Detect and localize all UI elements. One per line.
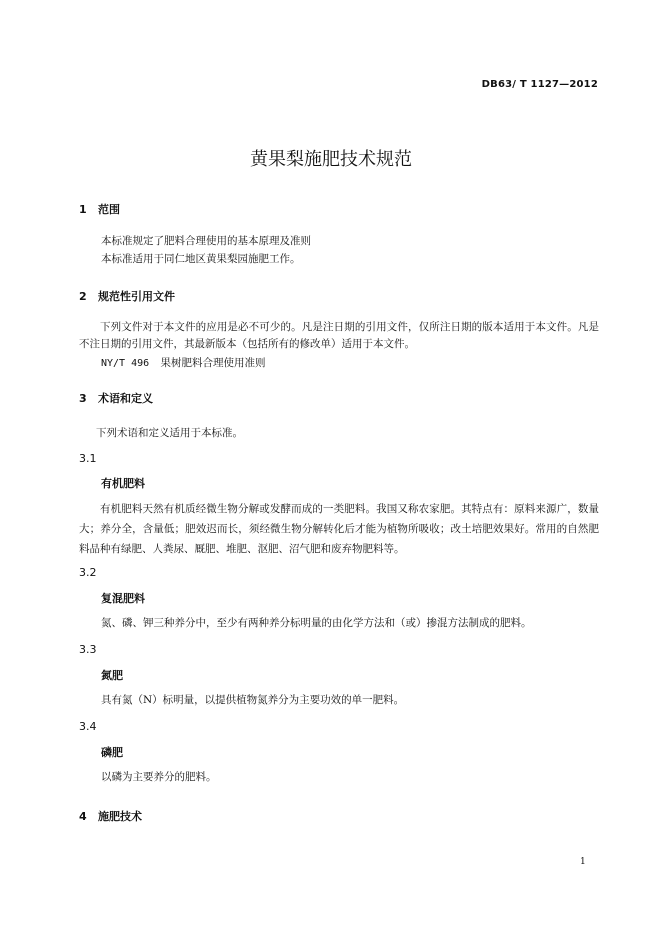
section-title: 术语和定义 (98, 392, 153, 405)
section-4-heading (79, 808, 142, 824)
term-definition: 具有氮（N）标明量，以提供植物氮养分为主要功效的单一肥料。 (101, 694, 405, 706)
reference-code: NY/T 496 (101, 358, 150, 369)
reference-entry (101, 356, 266, 371)
term-definition: 有机肥料天然有机质经微生物分解或发酵而成的一类肥料。我国又称农家肥。其特点有：原料来源广，数量大；养分全，含量低；肥效迟而长，须经微生物分解转化后才能为植物所吸收；改土培肥效果好。常用的自然肥料品种有绿肥、人粪尿、厩肥、堆肥、沤肥、沼气肥和废弃物肥料等。 (79, 503, 599, 555)
term-name: 有机肥料 (101, 477, 145, 490)
page-number: 1 (580, 857, 586, 867)
term-name: 磷肥 (101, 746, 123, 759)
section-title: 规范性引用文件 (98, 290, 175, 303)
reference-title: 果树肥料合理使用准则 (160, 357, 266, 369)
section-number: 1 (79, 203, 87, 216)
document-title: 黄果梨施肥技术规范 (250, 149, 412, 170)
term-name: 复混肥料 (101, 592, 145, 605)
standard-code: DB63/ T 1127—2012 (481, 79, 598, 90)
term-definition: 氮、磷、钾三种养分中，至少有两种养分标明量的由化学方法和（或）掺混方法制成的肥料。 (101, 617, 532, 629)
section-2-heading (79, 288, 175, 304)
section-number: 4 (79, 810, 87, 823)
term-number: 3.4 (79, 720, 97, 733)
section-3-heading (79, 390, 153, 406)
section-title: 范围 (98, 203, 120, 216)
scope-line-2: 本标准适用于同仁地区黄果梨园施肥工作。 (101, 253, 301, 265)
section-1-heading (79, 201, 120, 217)
term-number: 3.3 (79, 643, 97, 656)
scope-line-1: 本标准规定了肥料合理使用的基本原理及准则 (101, 235, 311, 247)
terms-intro: 下列术语和定义适用于本标准。 (96, 427, 243, 439)
term-number: 3.1 (79, 452, 97, 465)
term-number: 3.2 (79, 566, 97, 579)
section-number: 3 (79, 392, 87, 405)
term-definition: 以磷为主要养分的肥料。 (101, 771, 217, 783)
term-name: 氮肥 (101, 669, 123, 682)
section-number: 2 (79, 290, 87, 303)
section-title: 施肥技术 (98, 810, 142, 823)
normative-references-paragraph: 下列文件对于本文件的应用是必不可少的。凡是注日期的引用文件，仅所注日期的版本适用于本文件。凡是不注日期的引用文件，其最新版本（包括所有的修改单）适用于本文件。 (79, 321, 599, 350)
